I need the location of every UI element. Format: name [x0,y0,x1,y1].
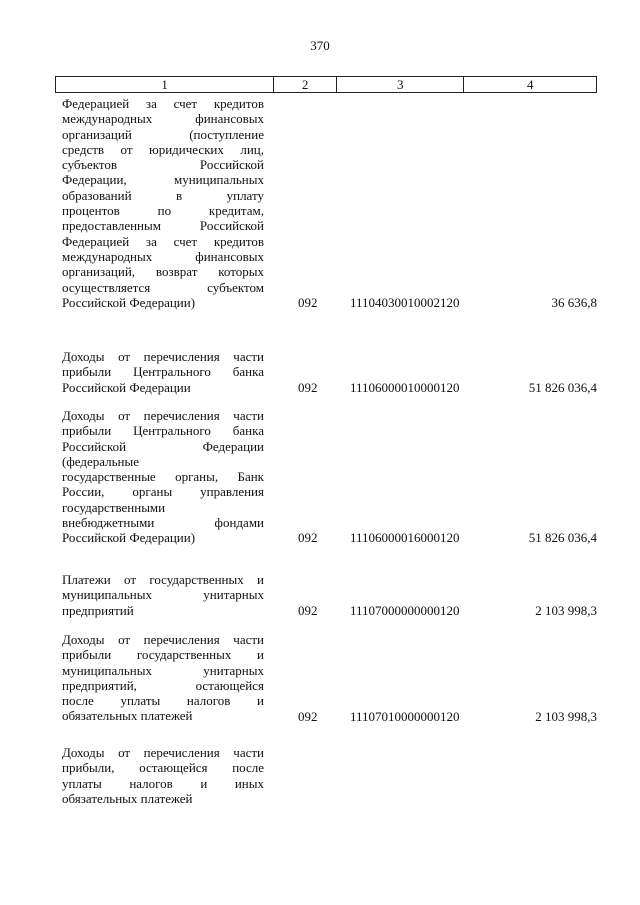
header-col-3: 3 [337,77,465,92]
table-header [55,76,597,93]
header-col-1: 1 [56,77,274,92]
row-kbk: 11107000000000120 [350,602,460,618]
row-sum: 51 826 036,4 [528,379,597,395]
description-line: Доходы от перечисления части [62,349,264,364]
row-kbk: 11107010000000120 [350,708,460,724]
row-description [62,408,264,546]
description-line: Российской Федерации [62,379,191,395]
description-line: субъектов Российской [62,157,264,173]
description-line: прибыли Центрального банка [62,423,264,439]
description-line: муниципальных унитарных [62,587,264,603]
description-line: муниципальных унитарных [62,662,264,678]
row-description [62,96,264,310]
description-line: после уплаты налогов и [62,693,264,709]
description-line: Федерацией за счет кредитов [62,96,264,111]
row-code: 092 [298,379,318,395]
description-line: Федерацией за счет кредитов [62,233,264,249]
description-line: Российской Федерации) [62,530,196,546]
description-line: предприятий [62,602,134,618]
header-col-4: 4 [526,76,534,92]
description-line: средств от юридических лиц, [62,141,264,157]
description-line: осуществляется субъектом [62,279,264,295]
row-code: 092 [298,530,318,546]
row-sum: 2 103 998,3 [535,708,597,724]
row-kbk: 11106000016000120 [350,530,460,546]
description-line: Доходы от перечисления части [62,408,264,423]
row-kbk: 11106000010000120 [350,379,460,395]
description-line: Федерации, муниципальных [62,172,264,188]
description-line: предоставленным Российской [62,218,264,234]
description-line: процентов по кредитам, [62,203,264,219]
description-line: обязательных платежей [62,790,193,806]
description-line: организаций (поступление [62,126,264,142]
header-col-2: 2 [274,77,337,92]
description-line: государственные органы, Банк [62,469,264,485]
description-line: внебюджетными фондами [62,515,264,531]
description-line: Российской Федерации [62,438,264,454]
description-line: образований в уплату [62,187,264,203]
row-sum: 51 826 036,4 [528,530,597,546]
description-line: обязательных платежей [62,708,193,724]
row-sum: 2 103 998,3 [535,602,597,618]
row-description [62,349,264,395]
description-line: предприятий, остающейся [62,677,264,693]
description-line: прибыли, остающейся после [62,760,264,776]
row-code: 092 [298,708,318,724]
description-line: государственными [62,499,166,515]
description-line: Доходы от перечисления части [62,745,264,760]
row-kbk: 11104030010002120 [350,294,460,310]
description-line: международных финансовых [62,111,264,127]
description-line: Российской Федерации) [62,294,196,310]
row-description [62,632,264,724]
row-description [62,745,264,806]
description-line: организаций, возврат которых [62,264,264,280]
description-line: прибыли Центрального банка [62,364,264,380]
description-line: Платежи от государственных и [62,572,264,587]
row-code: 092 [298,294,318,310]
description-line: (федеральные [62,453,139,469]
description-line: прибыли государственных и [62,647,264,663]
row-sum: 36 636,8 [551,294,597,310]
page-number: 370 [310,38,330,53]
description-line: международных финансовых [62,248,264,264]
description-line: Доходы от перечисления части [62,632,264,647]
description-line: уплаты налогов и иных [62,775,264,791]
row-description [62,572,264,618]
row-code: 092 [298,602,318,618]
description-line: России, органы управления [62,484,264,500]
